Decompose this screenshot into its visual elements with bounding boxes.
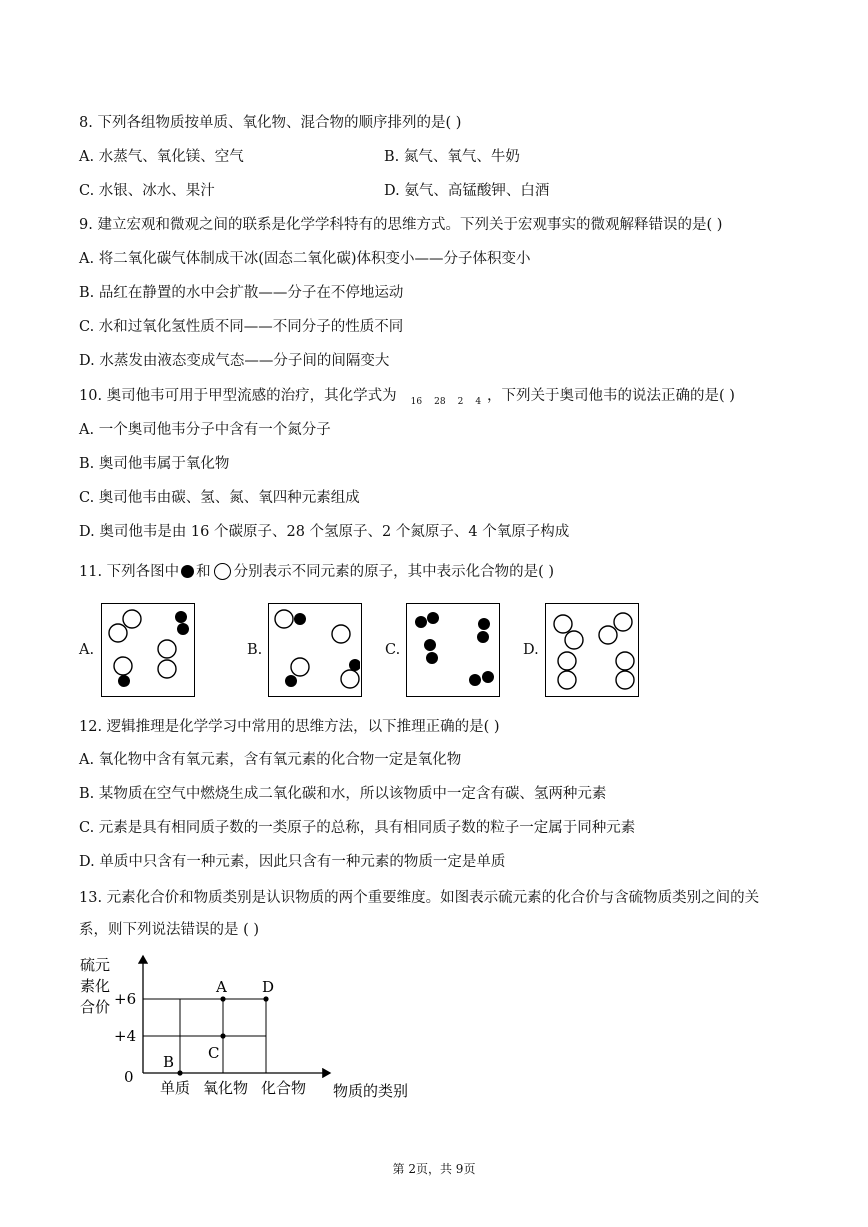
x-tick-label: 单质	[160, 1079, 191, 1097]
q10-option-d: D. 奥司他韦是由 16 个碳原子、28 个氢原子、2 个氮原子、4 个氧原子构成	[79, 524, 570, 540]
q9-option-d: D. 水蒸发由液态变成气态——分子间的间隔变大	[79, 353, 390, 369]
q9-option-b: B. 品红在静置的水中会扩散——分子在不停地运动	[79, 285, 404, 301]
formula-sub: 16	[410, 397, 423, 407]
y-tick-label: +6	[114, 990, 137, 1008]
data-point-B	[177, 1070, 182, 1075]
question-13-stem-line2: 系，则下列说法错误的是 ( )	[79, 922, 260, 938]
q8-option-c: C. 水银、冰水、果汁	[79, 183, 215, 199]
data-point-A	[220, 996, 225, 1001]
q12-option-b: B. 某物质在空气中燃烧生成二氧化碳和水，所以该物质中一定含有碳、氢两种元素	[79, 786, 607, 802]
formula-sub: 28	[434, 397, 446, 407]
data-point-C	[220, 1033, 225, 1038]
valence-chart	[70, 948, 430, 1108]
formula-sub: 2	[457, 397, 464, 407]
question-10-stem	[79, 386, 735, 412]
diagram-label-c: C.	[385, 642, 401, 658]
question-9-stem: 9. 建立宏观和微观之间的联系是化学学科特有的思维方式。下列关于宏观事实的微观解释错误的是( )	[79, 217, 723, 233]
diagram-label-a: A.	[79, 642, 95, 658]
molecule-diagram-b	[268, 603, 362, 697]
diagram-label-d: D.	[523, 642, 539, 658]
diagram-label-b: B.	[247, 642, 263, 658]
q10-option-c: C. 奥司他韦由碳、氢、氮、氧四种元素组成	[79, 490, 360, 506]
q11-stem-text: 11. 下列各图中	[79, 564, 180, 580]
x-tick-label: 化合物	[261, 1079, 307, 1097]
q10-stem-text: 10. 奥司他韦可用于甲型流感的治疗，其化学式为	[79, 388, 397, 404]
q12-option-c: C. 元素是具有相同质子数的一类原子的总称，具有相同质子数的粒子一定属于同种元素	[79, 820, 636, 836]
q12-option-d: D. 单质中只含有一种元素，因此只含有一种元素的物质一定是单质	[79, 854, 506, 870]
molecule-diagram-c	[406, 603, 500, 697]
question-8-stem: 8. 下列各组物质按单质、氧化物、混合物的顺序排列的是( )	[79, 115, 462, 131]
q9-option-c: C. 水和过氧化氢性质不同——不同分子的性质不同	[79, 319, 404, 335]
molecule-diagram-d	[545, 603, 639, 697]
q8-option-a: A. 水蒸气、氧化镁、空气	[79, 149, 244, 165]
y-axis-label: 硫元	[80, 956, 111, 974]
y-tick-label: 0	[124, 1068, 134, 1086]
y-axis-label: 素化	[80, 977, 111, 995]
molecule-diagram-a	[101, 603, 195, 697]
q11-stem-and: 和	[196, 564, 211, 580]
data-label-D: D	[262, 978, 275, 996]
q8-option-b: B. 氮气、氧气、牛奶	[384, 149, 520, 165]
q10-option-b: B. 奥司他韦属于氧化物	[79, 456, 230, 472]
q9-option-a: A. 将二氧化碳气体制成干冰(固态二氧化碳)体积变小——分子体积变小	[79, 251, 531, 267]
q11-stem-text-end: 分别表示不同元素的原子，其中表示化合物的是( )	[233, 564, 555, 580]
q12-option-a: A. 氧化物中含有氧元素，含有氧元素的化合物一定是氧化物	[79, 752, 462, 768]
q8-option-d: D. 氨气、高锰酸钾、白酒	[384, 183, 550, 199]
x-tick-label: 氧化物	[203, 1079, 249, 1097]
question-13-stem-line1: 13. 元素化合价和物质类别是认识物质的两个重要维度。如图表示硫元素的化合价与含硫物质类别之间的关	[79, 890, 760, 906]
q10-option-a: A. 一个奥司他韦分子中含有一个氮分子	[79, 422, 331, 438]
q10-stem-text-end: ，下列关于奥司他韦的说法正确的是( )	[487, 388, 735, 404]
y-axis-label: 合价	[80, 998, 111, 1016]
question-11-stem	[79, 562, 554, 582]
data-label-A: A	[216, 978, 227, 996]
black-atom-icon	[181, 565, 194, 578]
question-12-stem: 12. 逻辑推理是化学学习中常用的思维方法，以下推理正确的是( )	[79, 719, 500, 735]
y-tick-label: +4	[114, 1027, 137, 1045]
data-label-B: B	[163, 1053, 175, 1071]
page-footer: 第 2页，共 9页	[392, 1162, 476, 1176]
q10-formula	[405, 390, 487, 412]
formula-sub: 4	[475, 397, 482, 407]
white-atom-icon	[214, 563, 231, 580]
x-axis-label: 物质的类别	[333, 1082, 409, 1100]
data-point-D	[263, 996, 268, 1001]
data-label-C: C	[208, 1044, 220, 1062]
